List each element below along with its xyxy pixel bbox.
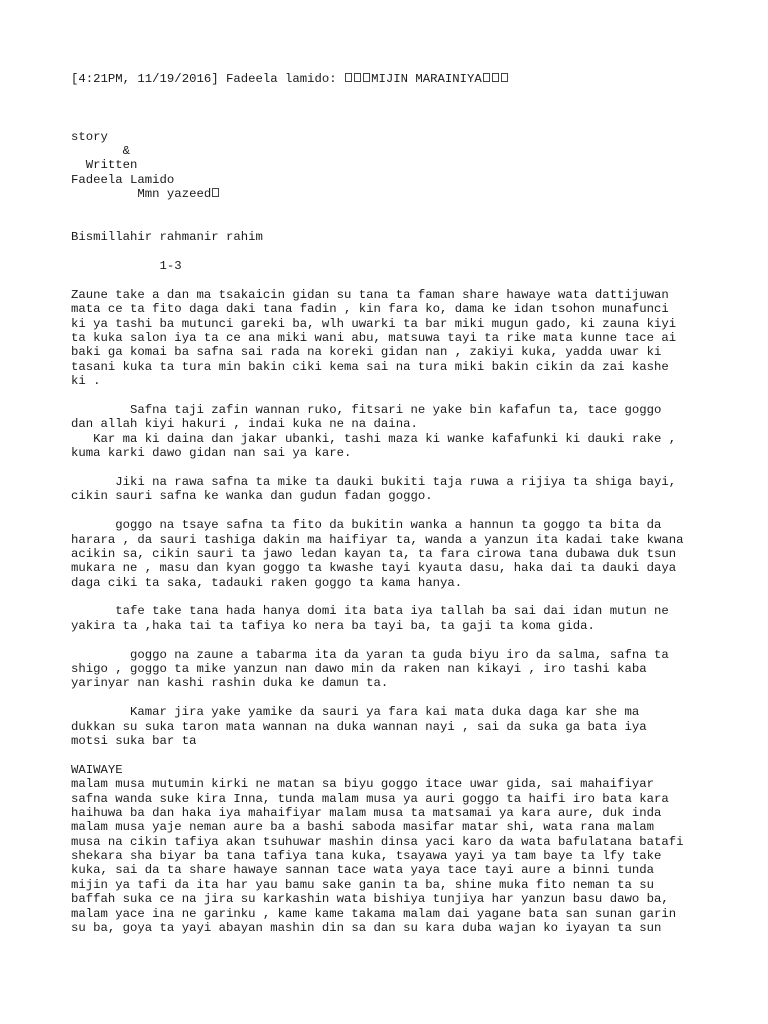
text-line: Kamar jira yake yamike da sauri ya fara kai mata duka daga kar she ma [71, 705, 640, 720]
story-title: MIJIN MARAINIYA [371, 72, 482, 86]
text-line: Kar ma ki daina dan jakar ubanki, tashi maza ki wanke kafafunki ki dauki rake , [71, 431, 677, 446]
paragraph [71, 648, 731, 691]
text-line: daga ciki ta saka, tadauki raken goggo ta kama hanya. [71, 575, 463, 590]
text-line: WAIWAYE [71, 762, 123, 777]
message-header [71, 72, 731, 86]
message-sender: Fadeela lamido: [225, 72, 337, 86]
text-line: Jiki na rawa safna ta mike ta dauki bukiti taja ruwa a rijiya ta shiga bayi, [71, 474, 677, 489]
text-line: dukkan su suka taron mata wannan na duka wannan nayi , sai da suka ga bata iya [71, 719, 647, 734]
paragraph [71, 403, 731, 461]
text-line: baki ga komai ba safna sai rada na koreki gidan nan , zakiyi kuka, yadda uwar ki [71, 345, 662, 360]
text-line: shigo , goggo ta mike yanzun nan dawo min da raken nan kikayi , iro tashi kaba [71, 662, 647, 677]
credit-story: story [71, 129, 108, 144]
missing-glyph-icon [501, 73, 508, 82]
missing-glyph-icon [492, 73, 499, 82]
text-line: yakira ta ,haka tai ta tafiya ko nera ba tayi ba, ta gaji ta koma gida. [71, 618, 595, 633]
paragraph [71, 763, 731, 936]
credit-mmn: Mmn yazeed [71, 187, 731, 201]
text-line: kuma karki dawo gidan nan sai ya kare. [71, 446, 352, 461]
paragraph [71, 705, 731, 748]
text-line: malam musa mutumin kirki ne matan sa biyu goggo itace uwar gida, sai mahaifiyar [71, 777, 654, 792]
paragraph [71, 518, 731, 590]
text-line: malam yace ina ne garinku , kame kame takama malam dai yagane bata san sunan garin [71, 906, 677, 921]
text-line: baffah suka ce na jira su karkashin wata bishiya tunjiya har yanzun basu dawo ba, [71, 892, 669, 907]
text-line: haihuwa ba dan haka iya mahaifiyar malam musa ta matsamai ya kara aure, duk inda [71, 805, 662, 820]
credit-written: Written [71, 158, 138, 173]
text-line: yarinyar nan kashi rashin duka ke damun ta. [71, 676, 389, 691]
text-line: mukara ne , masu dan kyan goggo ta kwashe tayi kyauta dasu, haka dai ta dauki daya [71, 561, 677, 576]
text-line: acikin sa, cikin sauri ta jawo ledan kayan ta, ta fara cirowa tana dubawa duk tsun [71, 546, 677, 561]
missing-glyph-icon [212, 188, 219, 197]
text-line: ta kuka salon iya ta ce ana miki wani abu, matsuwa tayi ta rike mata kunne tace ai [71, 331, 677, 346]
bismillah: Bismillahir rahmanir rahim [71, 230, 263, 245]
paragraph [71, 604, 731, 633]
text-line: cikin sauri safna ke wanka dan gudun fadan goggo. [71, 489, 433, 504]
text-line: goggo na tsaye safna ta fito da bukitin wanka a hannun ta goggo ta bita da [71, 518, 662, 533]
text-line: ki . [71, 374, 101, 389]
text-line: tafe take tana hada hanya domi ita bata iya tallah ba sai dai idan mutun ne [71, 604, 669, 619]
text-line: Zaune take a dan ma tsakaicin gidan su tana ta faman share hawaye wata dattijuwan [71, 287, 669, 302]
credit-author: Fadeela Lamido [71, 172, 175, 187]
text-line: mijin ya tafi da ita har yau bamu sake ganin ta ba, shine muka fito neman ta su [71, 877, 654, 892]
missing-glyph-icon [483, 73, 490, 82]
text-line: harara , da sauri tashiga dakin ma haifiyar ta, wanda a yanzun ita kadai take kwana [71, 532, 684, 547]
text-line: shekara sha biyar ba tana tafiya tana kuka, tsayawa yayi ya tam baye ta lfy take [71, 849, 662, 864]
paragraph [71, 475, 731, 504]
text-line: Safna taji zafin wannan ruko, fitsari ne yake bin kafafun ta, tace goggo [71, 402, 662, 417]
story-body [71, 288, 731, 936]
text-line: safna wanda suke kira Inna, tunda malam musa ya auri goggo ta haifi iro bata kara [71, 791, 669, 806]
message-timestamp: [4:21PM, 11/19/2016] [71, 72, 219, 86]
text-line: mata ce ta fito daga daki tana fadin , kin fara ko, dama ke idan tsohon munafunci [71, 302, 669, 317]
text-line: dan allah kiyi hakuri , indai kuka ne na daina. [71, 417, 418, 432]
paragraph [71, 288, 731, 389]
missing-glyph-icon [363, 73, 370, 82]
missing-glyph-icon [354, 73, 361, 82]
credit-ampersand: & [71, 143, 131, 158]
text-line: tasani kuka ta tura min bakin ciki kema sai na tura miki bakin cikin da zai kashe [71, 359, 669, 374]
text-line: su ba, goya ta yayi abayan mashin din sa dan su kara duba wajan ko iyayan ta sun [71, 921, 662, 936]
text-line: kuka, sai da ta share hawaye sannan tace wata yaya tace tayi aure a binni tunda [71, 863, 654, 878]
text-line: malam musa yaje neman aure ba a bashi saboda masifar matar shi, wata rana malam [71, 820, 654, 835]
text-line: ki ya tashi ba mutunci gareki ba, wlh uwarki ta bar miki mugun gado, ki zauna kiyi [71, 316, 677, 331]
chapter-number: 1-3 [71, 259, 182, 274]
text-line: goggo na zaune a tabarma ita da yaran ta guda biyu iro da salma, safna ta [71, 647, 669, 662]
text-line: motsi suka bar ta [71, 733, 197, 748]
text-line: musa na cikin tafiya akan tsuhuwar mashin dinsa yaci karo da wata bafulatana batafi [71, 834, 684, 849]
missing-glyph-icon [345, 73, 352, 82]
document-page [71, 72, 731, 935]
